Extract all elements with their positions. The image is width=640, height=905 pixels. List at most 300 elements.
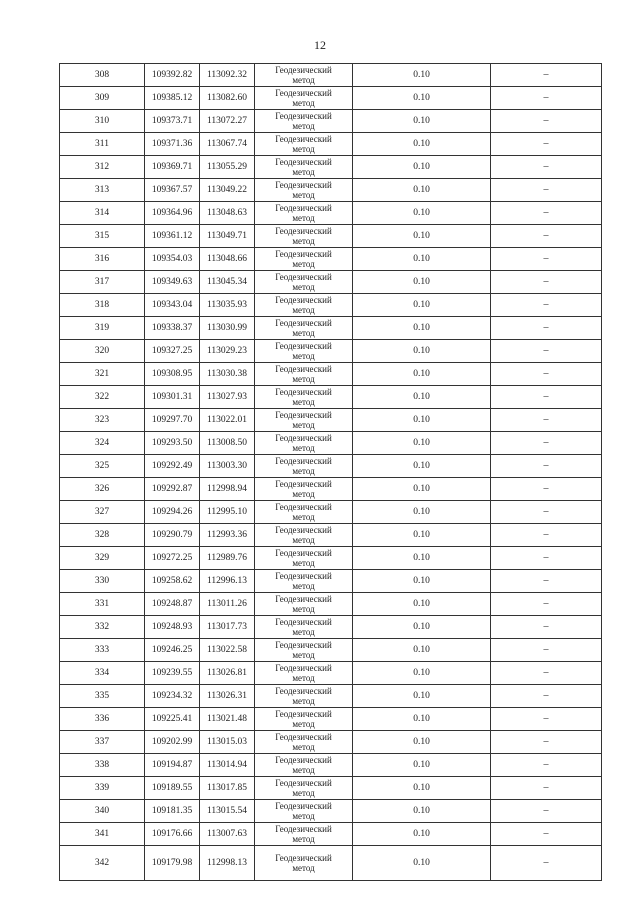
- point-number-cell: 340: [60, 800, 145, 823]
- method-line-1: Геодезический: [275, 410, 332, 420]
- method-line-1: Геодезический: [275, 295, 332, 305]
- coord-y-cell: 113017.85: [200, 777, 255, 800]
- method-line-1: Геодезический: [275, 640, 332, 650]
- method-line-1: Геодезический: [275, 364, 332, 374]
- coord-x-cell: 109294.26: [145, 501, 200, 524]
- method-cell: [255, 570, 353, 593]
- accuracy-cell: 0.10: [353, 593, 491, 616]
- method-line-2: метод: [292, 121, 315, 131]
- accuracy-cell: 0.10: [353, 363, 491, 386]
- coord-x-cell: 109181.35: [145, 800, 200, 823]
- method-line-1: Геодезический: [275, 663, 332, 673]
- method-cell: [255, 478, 353, 501]
- coord-x-cell: 109194.87: [145, 754, 200, 777]
- method-line-2: метод: [292, 489, 315, 499]
- method-cell: [255, 409, 353, 432]
- table-row: [60, 800, 602, 823]
- table-row: [60, 363, 602, 386]
- method-cell: [255, 662, 353, 685]
- coord-x-cell: 109189.55: [145, 777, 200, 800]
- method-line-1: Геодезический: [275, 732, 332, 742]
- coord-x-cell: 109373.71: [145, 110, 200, 133]
- method-line-1: Геодезический: [275, 272, 332, 282]
- table-row: [60, 547, 602, 570]
- coord-y-cell: 113092.32: [200, 64, 255, 87]
- method-line-2: метод: [292, 282, 315, 292]
- point-number-cell: 335: [60, 685, 145, 708]
- table-row: [60, 455, 602, 478]
- accuracy-cell: 0.10: [353, 202, 491, 225]
- point-number-cell: 310: [60, 110, 145, 133]
- description-cell: –: [491, 547, 602, 570]
- coord-y-cell: 113026.31: [200, 685, 255, 708]
- method-line-1: Геодезический: [275, 433, 332, 443]
- accuracy-cell: 0.10: [353, 64, 491, 87]
- method-cell: [255, 156, 353, 179]
- table-row: [60, 731, 602, 754]
- method-line-2: метод: [292, 236, 315, 246]
- coord-y-cell: 112998.13: [200, 846, 255, 881]
- point-number-cell: 312: [60, 156, 145, 179]
- coord-x-cell: 109202.99: [145, 731, 200, 754]
- accuracy-cell: 0.10: [353, 317, 491, 340]
- coordinates-table: [59, 63, 602, 881]
- method-line-2: метод: [292, 673, 315, 683]
- method-line-2: метод: [292, 75, 315, 85]
- description-cell: –: [491, 87, 602, 110]
- point-number-cell: 324: [60, 432, 145, 455]
- method-cell: [255, 248, 353, 271]
- table-row: [60, 570, 602, 593]
- coord-y-cell: 113026.81: [200, 662, 255, 685]
- method-line-2: метод: [292, 650, 315, 660]
- table-row: [60, 846, 602, 881]
- coord-y-cell: 113022.01: [200, 409, 255, 432]
- method-line-2: метод: [292, 765, 315, 775]
- method-cell: [255, 271, 353, 294]
- method-line-1: Геодезический: [275, 341, 332, 351]
- accuracy-cell: 0.10: [353, 87, 491, 110]
- method-line-2: метод: [292, 328, 315, 338]
- point-number-cell: 317: [60, 271, 145, 294]
- accuracy-cell: 0.10: [353, 685, 491, 708]
- method-line-1: Геодезический: [275, 709, 332, 719]
- coord-y-cell: 113017.73: [200, 616, 255, 639]
- accuracy-cell: 0.10: [353, 616, 491, 639]
- method-line-1: Геодезический: [275, 88, 332, 98]
- coord-y-cell: 112995.10: [200, 501, 255, 524]
- method-line-1: Геодезический: [275, 617, 332, 627]
- method-line-1: Геодезический: [275, 180, 332, 190]
- coord-x-cell: 109225.41: [145, 708, 200, 731]
- method-line-2: метод: [292, 863, 315, 873]
- description-cell: –: [491, 340, 602, 363]
- table-row: [60, 662, 602, 685]
- accuracy-cell: 0.10: [353, 754, 491, 777]
- table-row: [60, 685, 602, 708]
- accuracy-cell: 0.10: [353, 225, 491, 248]
- table-row: [60, 64, 602, 87]
- method-line-1: Геодезический: [275, 387, 332, 397]
- coord-x-cell: 109385.12: [145, 87, 200, 110]
- method-line-2: метод: [292, 144, 315, 154]
- table-row: [60, 179, 602, 202]
- method-cell: [255, 225, 353, 248]
- description-cell: –: [491, 800, 602, 823]
- point-number-cell: 313: [60, 179, 145, 202]
- coord-x-cell: 109364.96: [145, 202, 200, 225]
- table-row: [60, 156, 602, 179]
- coord-x-cell: 109308.95: [145, 363, 200, 386]
- coord-y-cell: 113021.48: [200, 708, 255, 731]
- coord-x-cell: 109327.25: [145, 340, 200, 363]
- accuracy-cell: 0.10: [353, 823, 491, 846]
- coord-x-cell: 109248.93: [145, 616, 200, 639]
- description-cell: –: [491, 455, 602, 478]
- method-cell: [255, 823, 353, 846]
- method-line-1: Геодезический: [275, 801, 332, 811]
- table-row: [60, 616, 602, 639]
- point-number-cell: 320: [60, 340, 145, 363]
- method-line-2: метод: [292, 581, 315, 591]
- method-line-1: Геодезический: [275, 318, 332, 328]
- table-row: [60, 409, 602, 432]
- method-line-1: Геодезический: [275, 502, 332, 512]
- method-cell: [255, 294, 353, 317]
- description-cell: –: [491, 202, 602, 225]
- method-line-2: метод: [292, 604, 315, 614]
- table-row: [60, 777, 602, 800]
- table-row: [60, 248, 602, 271]
- coord-x-cell: 109301.31: [145, 386, 200, 409]
- description-cell: –: [491, 110, 602, 133]
- point-number-cell: 321: [60, 363, 145, 386]
- description-cell: –: [491, 616, 602, 639]
- method-cell: [255, 455, 353, 478]
- table-row: [60, 110, 602, 133]
- point-number-cell: 342: [60, 846, 145, 881]
- method-line-2: метод: [292, 834, 315, 844]
- coord-y-cell: 112989.76: [200, 547, 255, 570]
- description-cell: –: [491, 156, 602, 179]
- table-row: [60, 432, 602, 455]
- coord-y-cell: 113045.34: [200, 271, 255, 294]
- page-number: 12: [314, 38, 326, 52]
- point-number-cell: 338: [60, 754, 145, 777]
- coord-y-cell: 113029.23: [200, 340, 255, 363]
- method-line-2: метод: [292, 420, 315, 430]
- description-cell: –: [491, 363, 602, 386]
- method-cell: [255, 133, 353, 156]
- description-cell: –: [491, 179, 602, 202]
- description-cell: –: [491, 248, 602, 271]
- coord-x-cell: 109179.98: [145, 846, 200, 881]
- method-cell: [255, 501, 353, 524]
- method-line-2: метод: [292, 696, 315, 706]
- method-cell: [255, 708, 353, 731]
- method-line-1: Геодезический: [275, 157, 332, 167]
- description-cell: –: [491, 685, 602, 708]
- coord-y-cell: 113067.74: [200, 133, 255, 156]
- method-cell: [255, 202, 353, 225]
- accuracy-cell: 0.10: [353, 639, 491, 662]
- method-cell: [255, 616, 353, 639]
- table-row: [60, 823, 602, 846]
- description-cell: –: [491, 271, 602, 294]
- coord-y-cell: 113003.30: [200, 455, 255, 478]
- accuracy-cell: 0.10: [353, 271, 491, 294]
- method-line-1: Геодезический: [275, 479, 332, 489]
- method-line-1: Геодезический: [275, 686, 332, 696]
- description-cell: –: [491, 409, 602, 432]
- method-cell: [255, 685, 353, 708]
- table-row: [60, 271, 602, 294]
- coordinates-table-body: [60, 64, 602, 881]
- method-cell: [255, 363, 353, 386]
- table-row: [60, 593, 602, 616]
- method-line-1: Геодезический: [275, 571, 332, 581]
- point-number-cell: 330: [60, 570, 145, 593]
- method-cell: [255, 179, 353, 202]
- method-cell: [255, 800, 353, 823]
- coord-x-cell: 109338.37: [145, 317, 200, 340]
- accuracy-cell: 0.10: [353, 179, 491, 202]
- point-number-cell: 334: [60, 662, 145, 685]
- description-cell: –: [491, 846, 602, 881]
- method-line-1: Геодезический: [275, 226, 332, 236]
- table-row: [60, 754, 602, 777]
- description-cell: –: [491, 501, 602, 524]
- point-number-cell: 333: [60, 639, 145, 662]
- accuracy-cell: 0.10: [353, 662, 491, 685]
- method-cell: [255, 340, 353, 363]
- method-line-2: метод: [292, 627, 315, 637]
- point-number-cell: 329: [60, 547, 145, 570]
- accuracy-cell: 0.10: [353, 133, 491, 156]
- description-cell: –: [491, 639, 602, 662]
- method-cell: [255, 777, 353, 800]
- table-row: [60, 708, 602, 731]
- point-number-cell: 318: [60, 294, 145, 317]
- method-cell: [255, 87, 353, 110]
- table-row: [60, 317, 602, 340]
- method-cell: [255, 110, 353, 133]
- method-line-2: метод: [292, 374, 315, 384]
- method-line-1: Геодезический: [275, 456, 332, 466]
- description-cell: –: [491, 386, 602, 409]
- coord-y-cell: 113048.66: [200, 248, 255, 271]
- point-number-cell: 339: [60, 777, 145, 800]
- point-number-cell: 308: [60, 64, 145, 87]
- method-cell: [255, 547, 353, 570]
- point-number-cell: 331: [60, 593, 145, 616]
- description-cell: –: [491, 64, 602, 87]
- coord-y-cell: 113022.58: [200, 639, 255, 662]
- description-cell: –: [491, 754, 602, 777]
- method-line-1: Геодезический: [275, 853, 332, 863]
- method-line-2: метод: [292, 190, 315, 200]
- point-number-cell: 337: [60, 731, 145, 754]
- description-cell: –: [491, 524, 602, 547]
- description-cell: –: [491, 432, 602, 455]
- method-line-2: метод: [292, 811, 315, 821]
- method-line-1: Геодезический: [275, 548, 332, 558]
- accuracy-cell: 0.10: [353, 731, 491, 754]
- coord-y-cell: 113030.38: [200, 363, 255, 386]
- table-row: [60, 524, 602, 547]
- point-number-cell: 316: [60, 248, 145, 271]
- method-cell: [255, 754, 353, 777]
- coord-y-cell: 112998.94: [200, 478, 255, 501]
- description-cell: –: [491, 570, 602, 593]
- method-line-2: метод: [292, 466, 315, 476]
- table-row: [60, 133, 602, 156]
- table-row: [60, 501, 602, 524]
- coord-x-cell: 109371.36: [145, 133, 200, 156]
- coord-y-cell: 113015.03: [200, 731, 255, 754]
- coord-y-cell: 113055.29: [200, 156, 255, 179]
- description-cell: –: [491, 225, 602, 248]
- table-row: [60, 202, 602, 225]
- point-number-cell: 328: [60, 524, 145, 547]
- method-line-1: Геодезический: [275, 594, 332, 604]
- point-number-cell: 325: [60, 455, 145, 478]
- accuracy-cell: 0.10: [353, 386, 491, 409]
- coord-x-cell: 109343.04: [145, 294, 200, 317]
- table-row: [60, 386, 602, 409]
- point-number-cell: 323: [60, 409, 145, 432]
- method-line-1: Геодезический: [275, 65, 332, 75]
- coord-x-cell: 109234.32: [145, 685, 200, 708]
- method-line-2: метод: [292, 98, 315, 108]
- method-line-1: Геодезический: [275, 778, 332, 788]
- coord-y-cell: 113048.63: [200, 202, 255, 225]
- table-row: [60, 340, 602, 363]
- coord-x-cell: 109361.12: [145, 225, 200, 248]
- coord-y-cell: 113008.50: [200, 432, 255, 455]
- method-cell: [255, 317, 353, 340]
- accuracy-cell: 0.10: [353, 110, 491, 133]
- point-number-cell: 327: [60, 501, 145, 524]
- description-cell: –: [491, 133, 602, 156]
- description-cell: –: [491, 708, 602, 731]
- coord-y-cell: 113015.54: [200, 800, 255, 823]
- accuracy-cell: 0.10: [353, 455, 491, 478]
- accuracy-cell: 0.10: [353, 156, 491, 179]
- point-number-cell: 311: [60, 133, 145, 156]
- method-cell: [255, 524, 353, 547]
- point-number-cell: 341: [60, 823, 145, 846]
- coord-y-cell: 113049.71: [200, 225, 255, 248]
- accuracy-cell: 0.10: [353, 340, 491, 363]
- method-line-2: метод: [292, 397, 315, 407]
- point-number-cell: 332: [60, 616, 145, 639]
- point-number-cell: 326: [60, 478, 145, 501]
- accuracy-cell: 0.10: [353, 501, 491, 524]
- coord-x-cell: 109176.66: [145, 823, 200, 846]
- method-line-1: Геодезический: [275, 824, 332, 834]
- coord-y-cell: 112996.13: [200, 570, 255, 593]
- table-row: [60, 639, 602, 662]
- method-line-2: метод: [292, 742, 315, 752]
- coord-y-cell: 113049.22: [200, 179, 255, 202]
- method-cell: [255, 731, 353, 754]
- coord-x-cell: 109272.25: [145, 547, 200, 570]
- coord-y-cell: 113027.93: [200, 386, 255, 409]
- table-row: [60, 225, 602, 248]
- point-number-cell: 309: [60, 87, 145, 110]
- method-line-2: метод: [292, 512, 315, 522]
- coord-x-cell: 109369.71: [145, 156, 200, 179]
- point-number-cell: 319: [60, 317, 145, 340]
- point-number-cell: 336: [60, 708, 145, 731]
- coord-y-cell: 113011.26: [200, 593, 255, 616]
- method-line-2: метод: [292, 351, 315, 361]
- table-row: [60, 294, 602, 317]
- description-cell: –: [491, 317, 602, 340]
- method-line-2: метод: [292, 167, 315, 177]
- coord-y-cell: 113007.63: [200, 823, 255, 846]
- coord-x-cell: 109246.25: [145, 639, 200, 662]
- table-row: [60, 478, 602, 501]
- method-line-1: Геодезический: [275, 111, 332, 121]
- coord-x-cell: 109297.70: [145, 409, 200, 432]
- point-number-cell: 315: [60, 225, 145, 248]
- accuracy-cell: 0.10: [353, 294, 491, 317]
- description-cell: –: [491, 662, 602, 685]
- coord-x-cell: 109354.03: [145, 248, 200, 271]
- coord-x-cell: 109349.63: [145, 271, 200, 294]
- coord-x-cell: 109290.79: [145, 524, 200, 547]
- coord-x-cell: 109258.62: [145, 570, 200, 593]
- coord-x-cell: 109367.57: [145, 179, 200, 202]
- accuracy-cell: 0.10: [353, 547, 491, 570]
- coord-y-cell: 113035.93: [200, 294, 255, 317]
- method-line-2: метод: [292, 305, 315, 315]
- coord-x-cell: 109292.87: [145, 478, 200, 501]
- coord-y-cell: 113014.94: [200, 754, 255, 777]
- accuracy-cell: 0.10: [353, 432, 491, 455]
- method-cell: [255, 432, 353, 455]
- accuracy-cell: 0.10: [353, 708, 491, 731]
- coord-y-cell: 113030.99: [200, 317, 255, 340]
- coord-y-cell: 112993.36: [200, 524, 255, 547]
- method-line-2: метод: [292, 558, 315, 568]
- description-cell: –: [491, 593, 602, 616]
- accuracy-cell: 0.10: [353, 570, 491, 593]
- accuracy-cell: 0.10: [353, 248, 491, 271]
- method-line-2: метод: [292, 788, 315, 798]
- method-line-1: Геодезический: [275, 525, 332, 535]
- accuracy-cell: 0.10: [353, 524, 491, 547]
- method-line-2: метод: [292, 213, 315, 223]
- method-line-2: метод: [292, 535, 315, 545]
- coord-x-cell: 109293.50: [145, 432, 200, 455]
- description-cell: –: [491, 478, 602, 501]
- method-line-1: Геодезический: [275, 755, 332, 765]
- method-cell: [255, 639, 353, 662]
- method-cell: [255, 846, 353, 881]
- method-line-2: метод: [292, 443, 315, 453]
- description-cell: –: [491, 777, 602, 800]
- coord-x-cell: 109392.82: [145, 64, 200, 87]
- method-cell: [255, 386, 353, 409]
- accuracy-cell: 0.10: [353, 478, 491, 501]
- method-cell: [255, 64, 353, 87]
- method-line-2: метод: [292, 259, 315, 269]
- method-line-1: Геодезический: [275, 249, 332, 259]
- accuracy-cell: 0.10: [353, 777, 491, 800]
